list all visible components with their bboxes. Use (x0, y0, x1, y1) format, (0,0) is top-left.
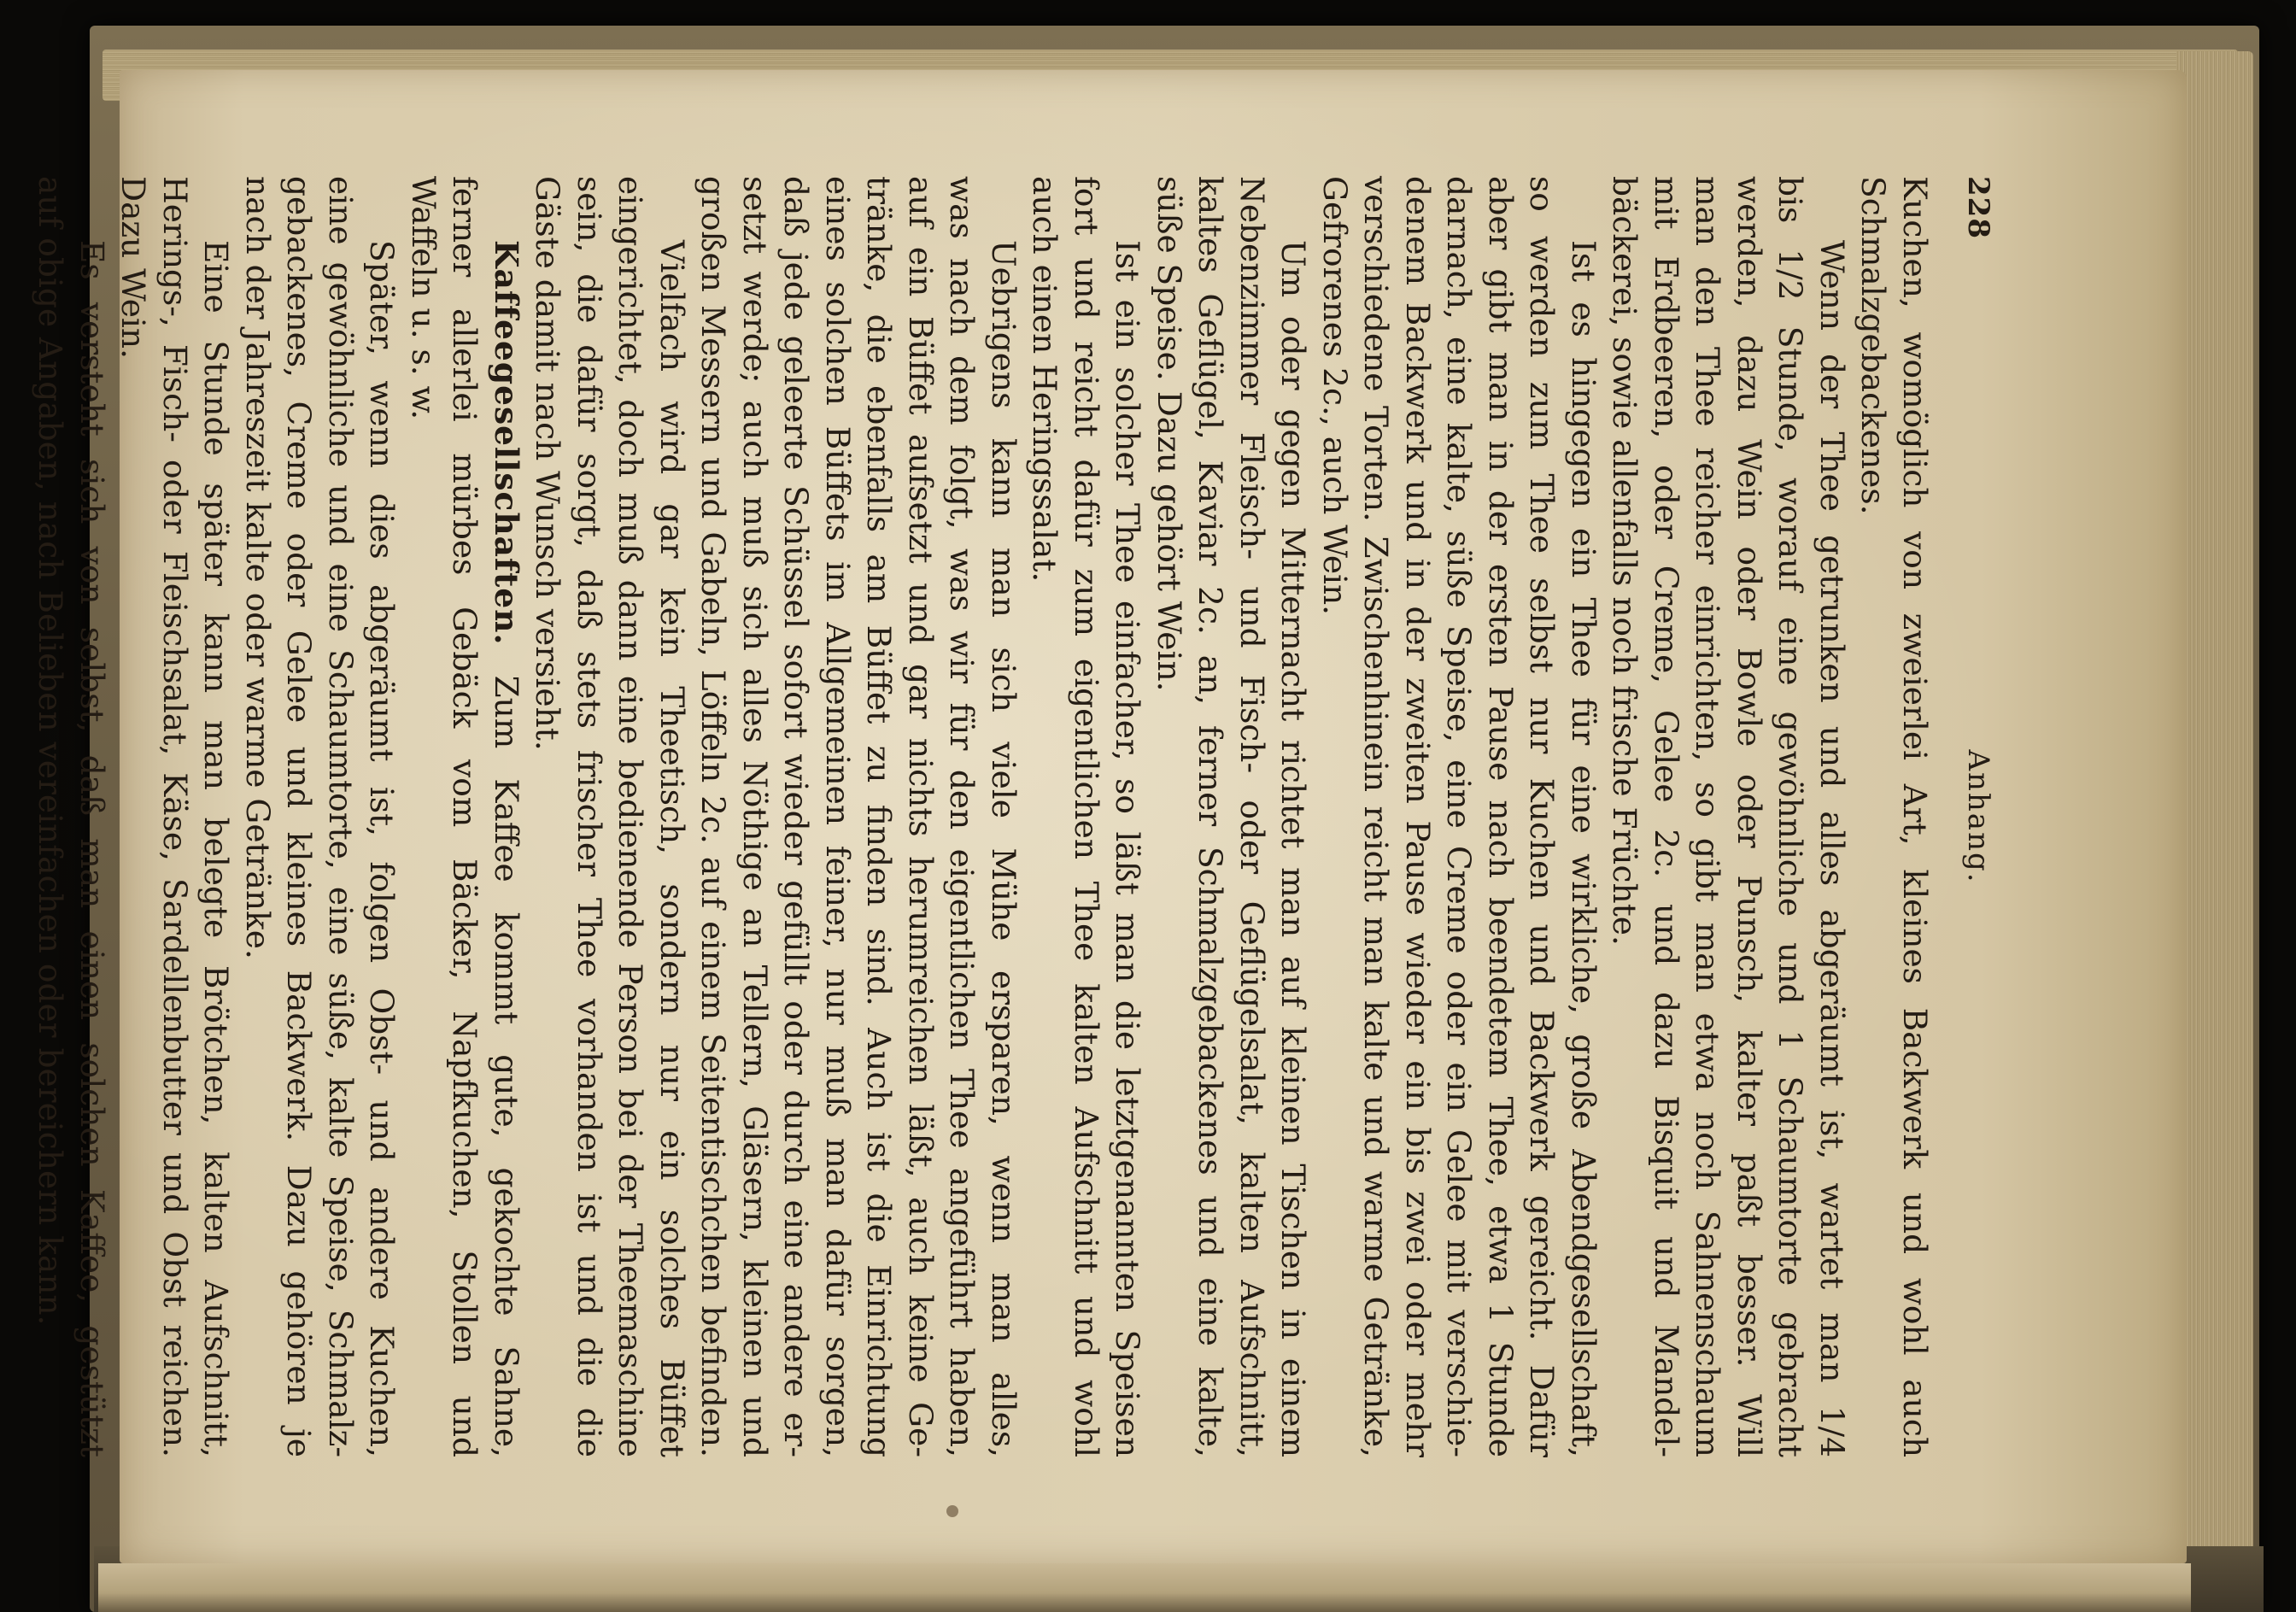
paragraph (527, 176, 1024, 1457)
text-line: auf ein Büffet aufsetzt und gar nichts herumreichen läßt, auch keine Ge- (902, 176, 940, 1457)
text-line: sein, die dafür sorgt, daß stets frischer Thee vorhanden ist und die die (571, 176, 608, 1457)
text-line: Vielfach wird gar kein Theetisch, sondern nur ein solches Büffet (653, 240, 691, 1457)
text-line: verschiedene Torten. Zwischenhinein reicht man kalte und warme Getränke, (1357, 176, 1396, 1457)
text-line: eine gewöhnliche und eine Schaumtorte, eine süße, kalte Speise, Schmalz- (322, 176, 360, 1457)
text-line: Schmalzgebackenes. (1854, 176, 1893, 515)
paragraph (1604, 176, 1853, 1457)
facing-page-edge (98, 1563, 2191, 1612)
paragraph (30, 176, 113, 1457)
running-head: Anhang. (1961, 749, 1995, 884)
text-line: ferner allerlei mürbes Gebäck vom Bäcker, Napfkuchen, Stollen und (446, 176, 484, 1457)
text-line: daß jede geleerte Schüssel sofort wieder gefüllt oder durch eine andere er- (777, 176, 816, 1457)
text-line: süße Speise. Dazu gehört Wein. (1151, 176, 1188, 692)
text-line: nach der Jahreszeit kalte oder warme Getränke. (239, 176, 277, 959)
text-line: Uebrigens kann man sich viele Mühe ersparen, wenn man alles, (985, 240, 1022, 1457)
text-line: eines solchen Büffets im Allgemeinen feiner, nur muß man dafür sorgen, (819, 176, 857, 1457)
text-line: eingerichtet, doch muß dann eine bedienende Person bei der Theemaschine (612, 176, 650, 1457)
page-header (1948, 176, 1999, 1457)
ink-blemish (946, 1505, 958, 1517)
page-number: 228 (1961, 176, 1995, 239)
text-line: mit Erdbeeren, oder Creme, Gelee 2c. und dazu Bisquit und Mandel- (1648, 176, 1685, 1457)
text-line: aber gibt man in der ersten Pause nach beendetem Thee, etwa 1 Stunde (1482, 176, 1520, 1457)
text-line: großen Messern und Gabeln, Löffeln 2c. auf einem Seitentischchen befinden. (694, 176, 733, 1457)
page-body (30, 176, 1936, 1457)
text-line: Später, wenn dies abgeräumt ist, folgen Obst- und andere Kuchen, (363, 240, 401, 1457)
text-line: tränke, die ebenfalls am Büffet zu finden sind. Auch ist die Einrichtung (860, 176, 899, 1457)
text-line: Wenn der Thee getrunken und alles abgeräumt ist, wartet man 1/4 (1813, 240, 1851, 1457)
book-page (32, 70, 2187, 1563)
text-line: setzt werde; auch muß sich alles Nöthige an Tellern, Gläsern, kleinen und (736, 176, 774, 1457)
paragraph (237, 176, 403, 1457)
text-line: Gefrorenes 2c., auch Wein. (1316, 176, 1354, 616)
text-line: bis 1/2 Stunde, worauf eine gewöhnliche und 1 Schaumtorte gebracht (1772, 176, 1810, 1457)
text-line: Dazu Wein. (114, 176, 153, 359)
text-line: darnach, eine kalte, süße Speise, eine Creme oder ein Gelee mit verschie- (1440, 176, 1479, 1457)
text-line: denem Backwerk und in der zweiten Pause wieder ein bis zwei oder mehr (1399, 176, 1437, 1457)
text-line: Es versteht sich von selbst, daß man einen solchen Kaffee, gestützt (73, 240, 111, 1457)
text-line: bäckerei, sowie allenfalls noch frische Früchte. (1606, 176, 1644, 946)
text-line: was nach dem folgt, was wir für den eigentlichen Thee angeführt haben, (943, 176, 981, 1457)
text-line: Kuchen, womöglich von zweierlei Art, kleines Backwerk und wohl auch (1896, 176, 1934, 1457)
text-line: so werden zum Thee selbst nur Kuchen und Backwerk gereicht. Dafür (1523, 176, 1561, 1457)
text-line: Eine Stunde später kann man belegte Brötchen, kalten Aufschnitt, (197, 240, 236, 1457)
text-line: Um oder gegen Mitternacht richtet man auf kleinen Tischen in einem (1274, 240, 1313, 1457)
text-line: Waffeln u. s. w. (405, 176, 442, 420)
paragraph (403, 176, 528, 1457)
text-line: Ist ein solcher Thee einfacher, so läßt man die letztgenannten Speisen (1109, 240, 1147, 1457)
paragraph (1315, 176, 1605, 1457)
text-line: gebackenes, Creme oder Gelee und kleines Backwerk. Dazu gehören je (280, 176, 319, 1457)
text-line: auch einen Heringssalat. (1026, 176, 1064, 583)
text-line: Ist es hingegen ein Thee für eine wirkliche, große Abendgesellschaft, (1565, 240, 1602, 1457)
text-line: Gäste damit nach Wunsch versieht. (529, 176, 567, 751)
text-line: Herings-, Fisch- oder Fleischsalat, Käse, Sardellenbutter und Obst reichen. (156, 176, 194, 1457)
page-stack-edge-right (2176, 51, 2253, 1589)
text-line: fort und reicht dafür zum eigentlichen Thee kalten Aufschnitt und wohl (1068, 176, 1105, 1457)
text-line: auf obige Angaben, nach Belieben vereinfachen oder bereichern kann. (32, 176, 70, 1326)
paragraph (113, 176, 237, 1457)
text-line (486, 176, 528, 1457)
section-heading: Kaffeegesellschaften. (488, 240, 525, 646)
text-line: man den Thee reicher einrichten, so gibt man etwa noch Sahnenschaum (1689, 176, 1727, 1457)
text-line: werden, dazu Wein oder Bowle oder Punsch, kalter paßt besser. Will (1731, 176, 1768, 1457)
paragraph (1024, 176, 1149, 1457)
text-line: kaltes Geflügel, Kaviar 2c. an, ferner Schmalzgebackenes und eine kalte, (1192, 176, 1230, 1457)
page-text-block (32, 176, 1999, 1457)
heading-line-rest: Zum Kaffee kommt gute, gekochte Sahne, (488, 645, 525, 1457)
paragraph (1149, 176, 1315, 1457)
paragraph (1853, 176, 1936, 1457)
text-line: Nebenzimmer Fleisch- und Fisch- oder Geflügelsalat, kalten Aufschnitt, (1233, 176, 1271, 1457)
